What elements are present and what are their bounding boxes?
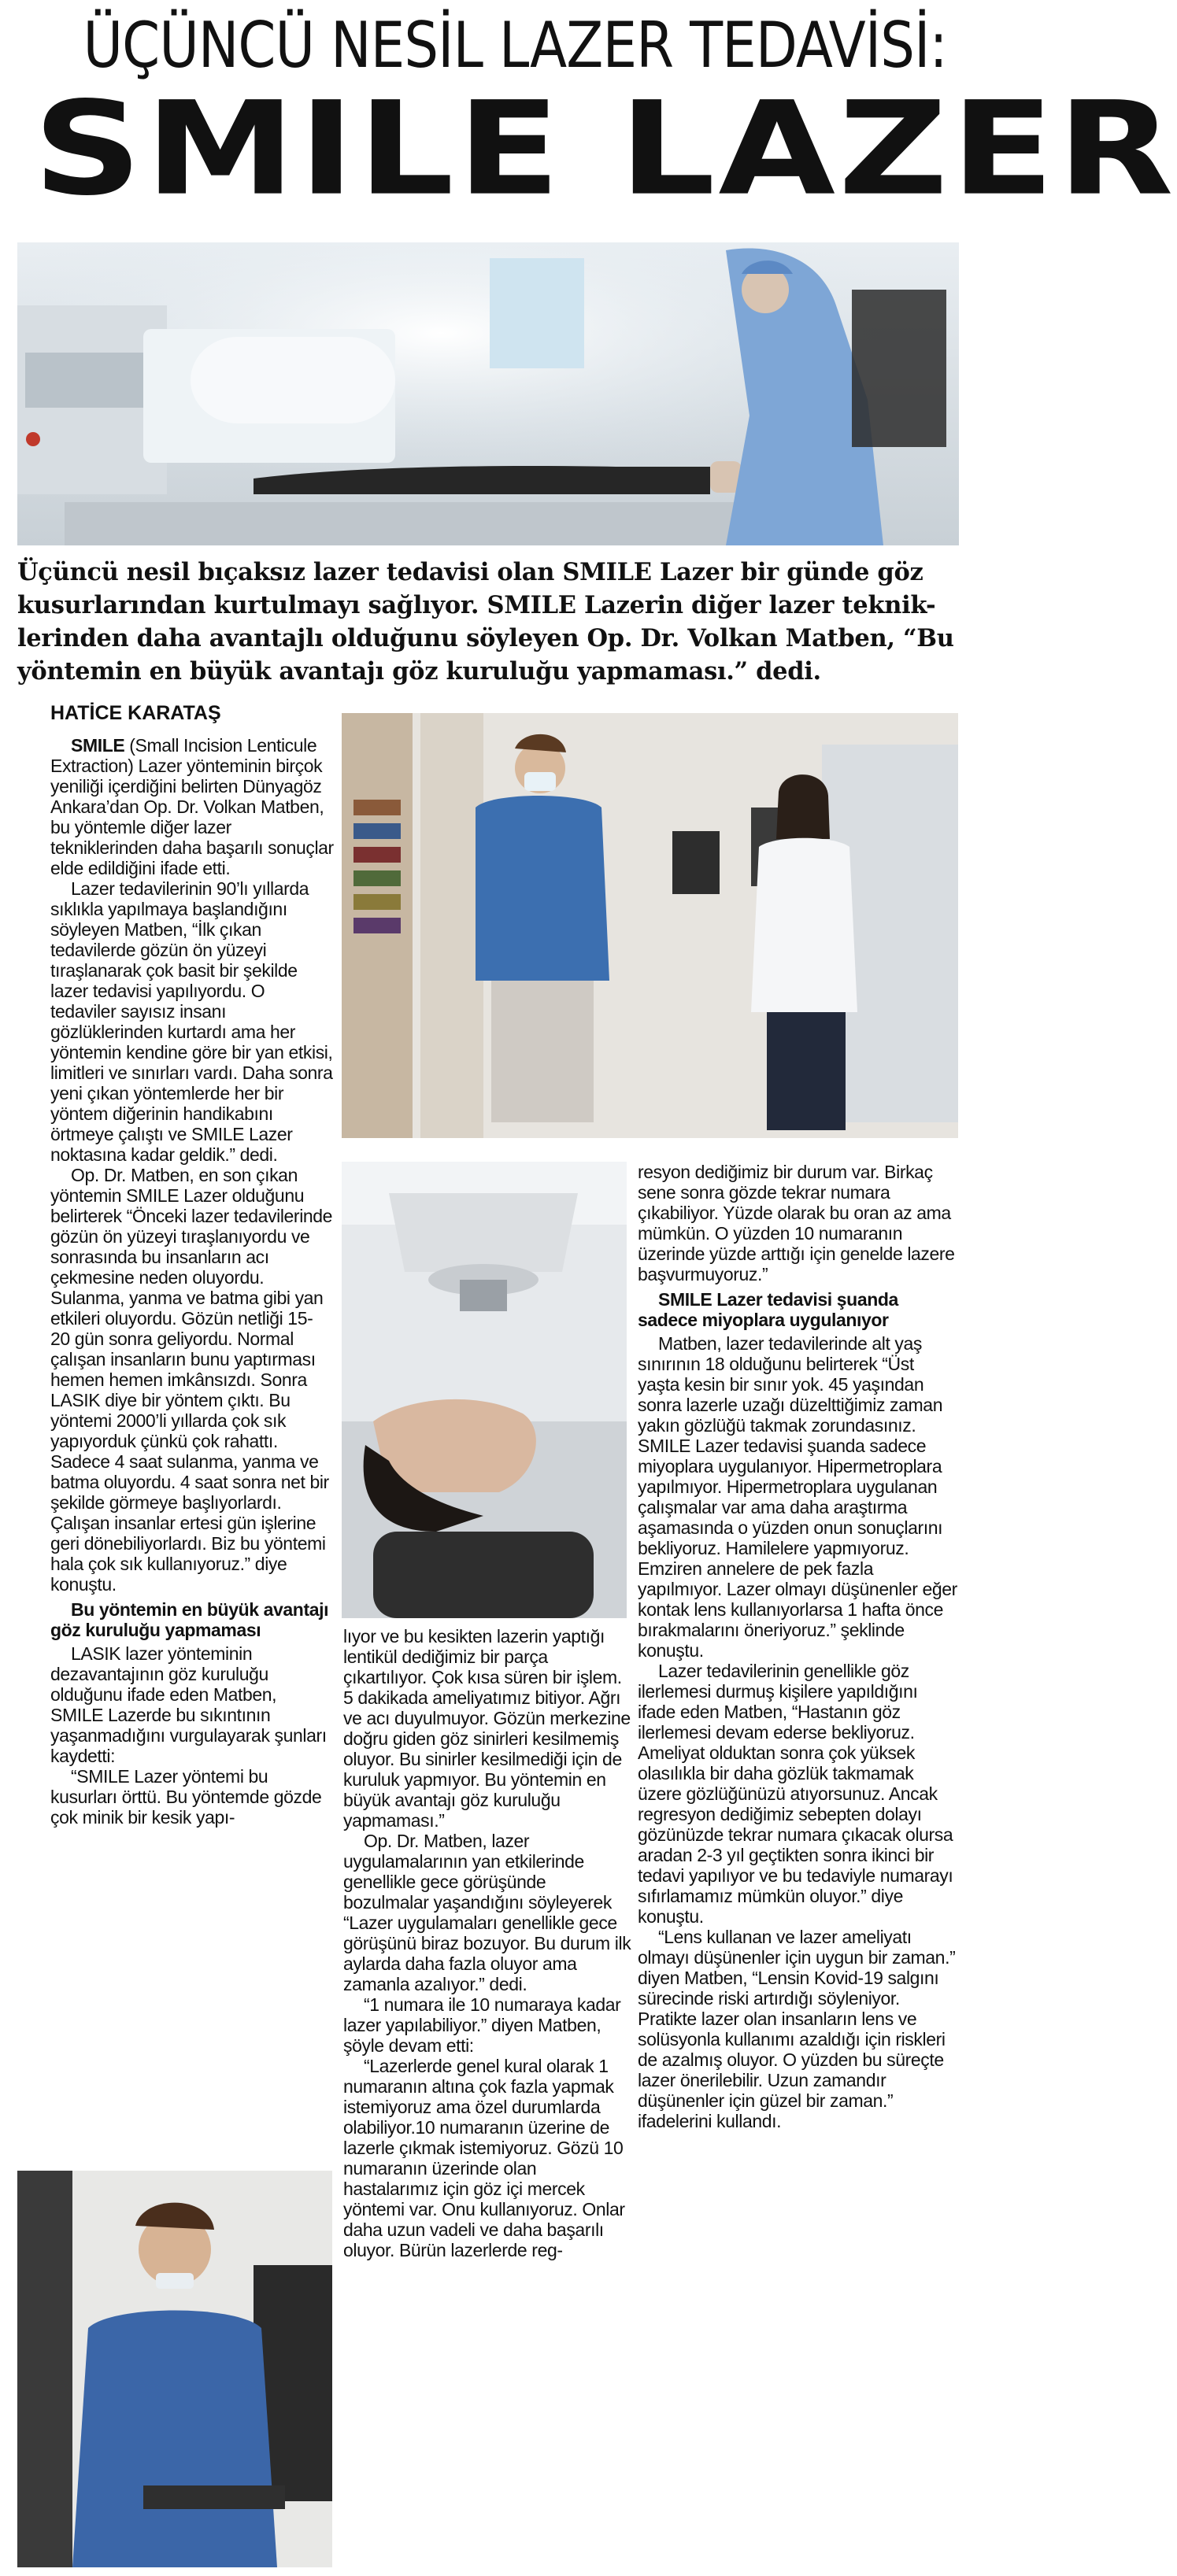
col1-paragraph-4: LASIK lazer yönteminin dezavantajının göz kuruluğu olduğunu ifade eden Matben, SMILE Lazerde bu sıkıntının yaşanmadığını vurgulayarak şunları kaydetti: — [50, 1643, 327, 1766]
photo-doctor-portrait — [17, 2171, 332, 2567]
subheading-myopia: SMILE Lazer tedavisi şuanda sadece miyoplara uygulanıyor — [638, 1289, 898, 1330]
lead-paragraph: Üçüncü nesil bıçaksız lazer tedavisi olan SMILE Lazer bir günde göz kusurlarından kurtulmayı sağlıyor. SMILE Lazerin diğer lazer teknik-lerinden daha avantajlı olduğunu söyleyen Op. Dr. Volkan Matben, “Bu yöntemin en büyük avantajı göz kuruluğu yapmaması.” dedi. — [17, 558, 954, 686]
subheading-dry-eye: Bu yöntemin en büyük avantajı göz kuruluğu yapmaması — [50, 1599, 329, 1640]
col2-paragraph-3: “1 numara ile 10 numaraya kadar lazer yapılabiliyor.” diyen Matben, şöyle devam etti: — [343, 1994, 621, 2056]
column-1-upper — [50, 735, 334, 1828]
col1-paragraph-1: (Small Incision Lenticule Extraction) Lazer yönteminin birçok yeniliği içerdiğini belirten Dünyagöz Ankara’dan Op. Dr. Volkan Matben, bu yöntemle diğer lazer tekniklerinden daha başarılı sonuçlar elde edildiğini ifade etti. — [50, 735, 334, 878]
column-3 — [638, 1162, 959, 2131]
col1-paragraph-3: Op. Dr. Matben, en son çıkan yöntemin SMILE Lazer olduğunu belirterek “Önceki lazer tedavilerinde gözün ön yüzeyi tıraşlanıyordu ve sonrasında bu insanların acı çekmesine neden oluyordu. Sulanma, yanma ve batma gibi yan etkileri oluyordu. Gözün netliği 15- 20 gün sonra geliyordu. Normal çalışan insanların bunu yaptırması hemen hemen imkânsızdı. Sonra LASIK diye bir yöntem çıktı. Bu yöntemi 2000’li yıllarda çok sık yapıyorduk çünkü çok rahattı. Sadece 4 saat sulanma, yanma ve batma oluyordu. 4 saat sonra net bir şekilde görmeye başlıyorlardı. Çalışan insanlar ertesi gün işlerine geri dönebiliyorlardı. Biz bu yöntemi hala çok sık kullanıyoruz.” diye konuştu. — [50, 1165, 333, 1595]
col2-paragraph-4: “Lazerlerde genel kural olarak 1 numaranın altına çok fazla yapmak istemiyoruz ama özel durumlarda olabiliyor.10 numaranın üzerine de lazerle çıkmak istemiyoruz. Gözü 10 numaranın üzerinde olan hastalarımız için göz içi mercek yöntemi var. Onu kullanıyoruz. Onlar daha uzun vadeli ve daha başarılı oluyor. Bürün lazerlerde reg- — [343, 2056, 625, 2260]
col2-paragraph-2: Op. Dr. Matben, lazer uygulamalarının yan etkilerinde genellikle gece görüşünde bozulmalar yaşandığını söyleyerek “Lazer uygulamaları genellikle gece görüşünü biraz bozuyor. Bu durum ilk aylarda daha fazla oluyor ama zamanla azalıyor.” dedi. — [343, 1831, 631, 1994]
byline: HATİCE KARATAŞ — [50, 702, 221, 724]
col1-paragraph-2: Lazer tedavilerinin 90’lı yıllarda sıklıkla yapılmaya başlandığını söyleyen Matben, “İlk çıkan tedavilerde gözün ön yüzeyi tıraşlanarak çok basit bir şekilde lazer tedavisi yapılıyordu. O tedaviler sayısız insanı gözlüklerinden kurtardı ama her yöntemin kendine göre bir yan etkisi, limitleri ve sınırları vardı. Daha sonra yeni çıkan yöntemlerde her bir yöntem diğerinin handikabını örtmeye çalıştı ve SMILE Lazer noktasına kadar geldik.” dedi. — [50, 878, 333, 1165]
col3-paragraph-4: “Lens kullanan ve lazer ameliyatı olmayı düşünenler için uygun bir zaman.” diyen Matben, “Lensin Kovid-19 salgını sürecinde riski artırdığı söyleniyor. Pratikte lazer olan insanların lens ve solüsyonla kullanımı azaldığı için riskleri de azalmış oluyor. O yüzden bu süreçte lazer önerilebilir. Uzun zamandır düşünenler için güzel bir zaman.” ifadelerini kullandı. — [638, 1927, 956, 2131]
headline: SMILE LAZER — [33, 73, 1177, 225]
photo-laser-room — [17, 242, 959, 545]
col3-paragraph-2: Matben, lazer tedavilerinde alt yaş sınırının 18 olduğunu belirterek “Üst yaşta kesin bir sınır yok. 45 yaşından sonra lazerle uzağı düzelttiğimiz zaman yakın gözlüğü takmak zorundasınız. SMILE Lazer tedavisi şuanda sadece miyoplara uygulanıyor. Hipermetroplara yapılmıyor. Hipermetroplara uygulanan çalışmalar var ama daha araştırma aşamasında o yüzden onun sonuçlarını bekliyoruz. Hamilelere yapmıyoruz. Emziren annelere de pek fazla yapılmıyor. Lazer olmayı düşünenler eğer kontak lens kullanıyorlarsa 1 hafta önce bırakmalarını öneriyoruz.” şeklinde konuştu. — [638, 1333, 957, 1661]
photo-doctors — [342, 713, 958, 1138]
col3-paragraph-1: resyon dediğimiz bir durum var. Birkaç sene sonra gözde tekrar numara çıkabiliyor. Yüzde olarak bu oran az ama mümkün. O yüzden 10 numaranın üzerinde yüzde arttığı için genelde lazere başvurmuyoruz.” — [638, 1162, 955, 1284]
column-2 — [343, 1626, 631, 2260]
col1-paragraph-5: “SMILE Lazer yöntemi bu kusurları örttü. Bu yöntemde gözde çok minik bir kesik yapı- — [50, 1766, 322, 1828]
photo-patient-laser — [342, 1162, 627, 1618]
smile-lead-word: SMILE — [71, 735, 125, 756]
kicker: ÜÇÜNCÜ NESİL LAZER TEDAVİSİ: — [83, 9, 947, 82]
col3-paragraph-3: Lazer tedavilerinin genellikle göz ilerlemesi durmuş kişilere yapıldığını ifade eden Matben, “Hastanın göz ilerlemesi devam ederse bekliyoruz. Ameliyat olduktan sonra çok yüksek olasılıkla bir daha gözlük takmamak üzere gözlüğünüzü atıyorsunuz. Ancak regresyon dediğimiz sebepten dolayı gözünüzde tekrar numara çıkacak olursa aradan 2-3 yıl geçtikten sonra ikinci bir tedavi yapılıyor ve bu tedaviyle numarayı sıfırlamamız mümkün oluyor.” diye konuştu. — [638, 1661, 953, 1927]
col2-paragraph-1: lıyor ve bu kesikten lazerin yaptığı lentikül dediğimiz bir parça çıkartılıyor. Çok kısa süren bir işlem. 5 dakikada ameliyatımız bitiyor. Ağrı ve acı duyulmuyor. Gözün merkezine doğru giden göz sinirleri kesilmemiş oluyor. Bu sinirler kesilmediği için de kuruluk yapmıyor. Bu yöntemin en büyük avantajı göz kuruluğu yapmaması.” — [343, 1626, 631, 1831]
